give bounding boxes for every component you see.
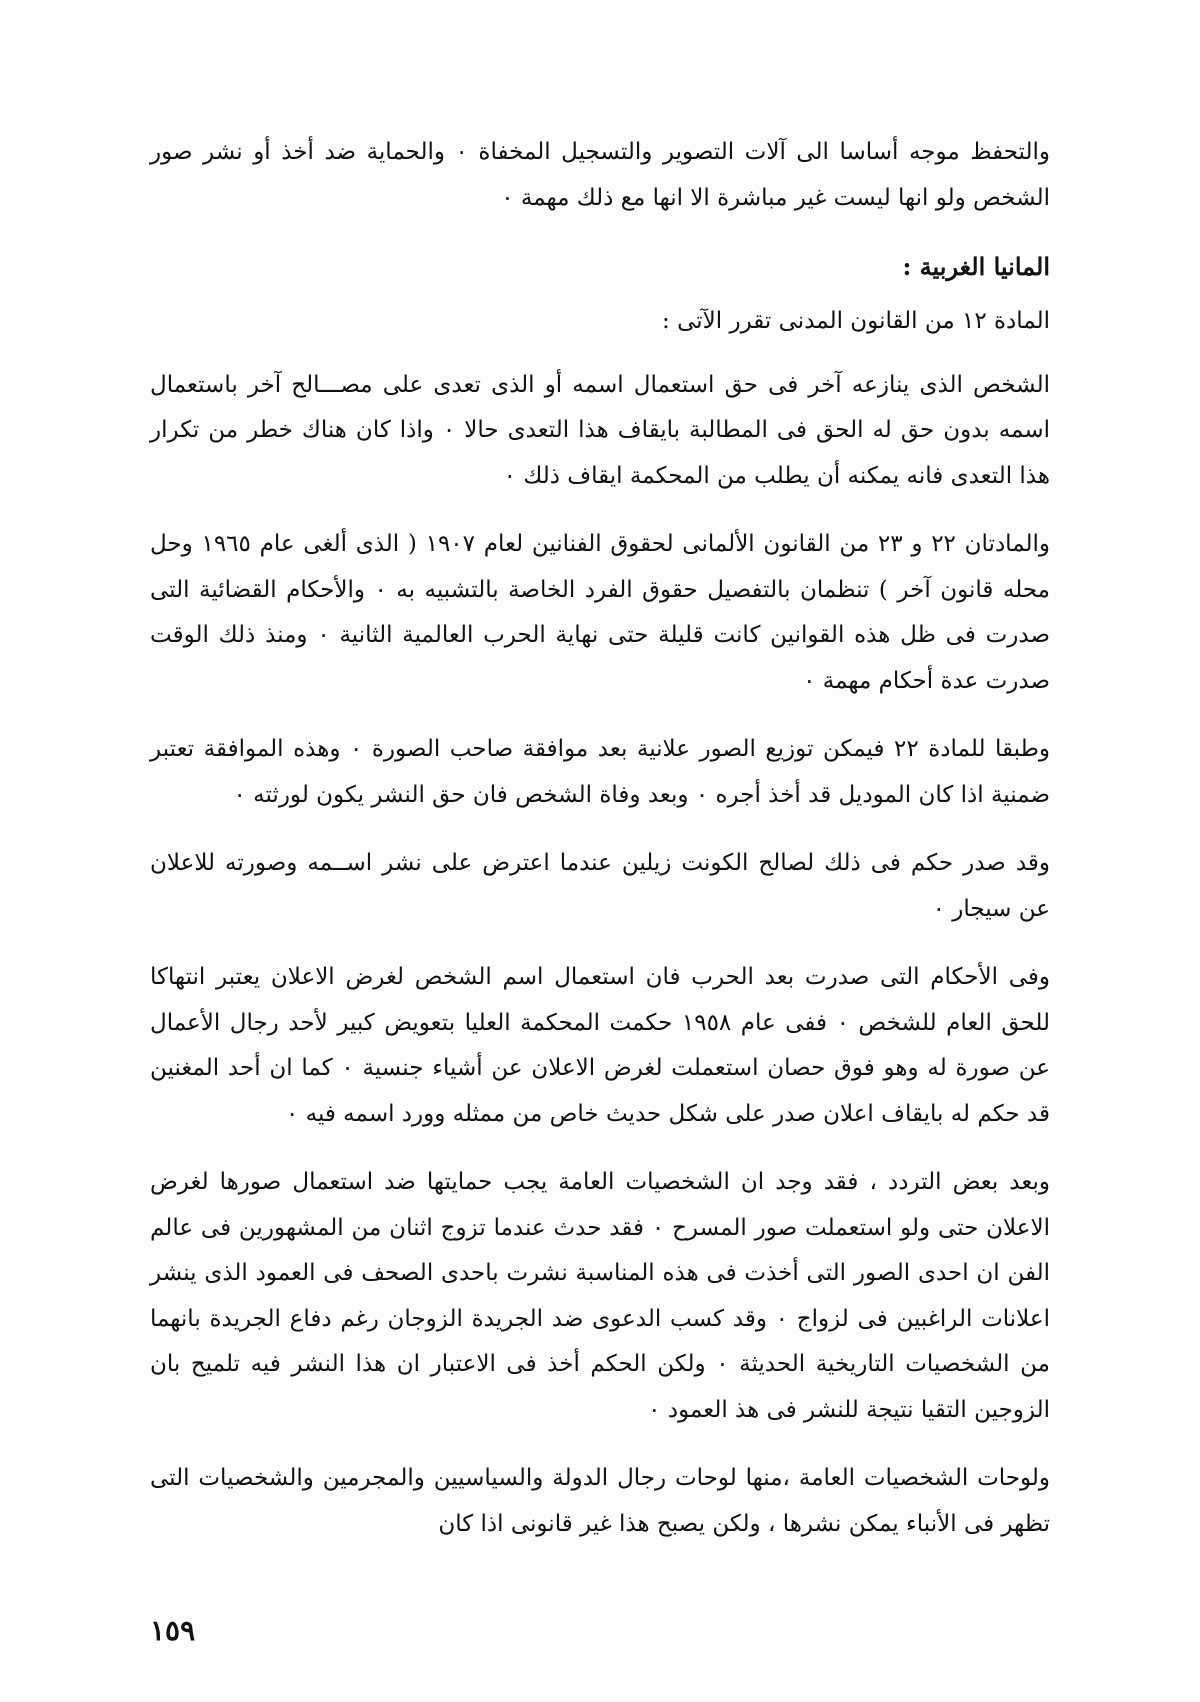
paragraph-name-right: الشخص الذى ينازعه آخر فى حق استعمال اسمه أو الذى تعدى على مصـــالح آخر باستعمال اسمه بدون حق له الحق فى المطالبة بايقاف هذا التعدى حالا ٠ واذا كان هناك خطر من تكرار هذا التعدى فانه يمكنه أن يطلب من المحكمة ايقاف ذلك ٠ (150, 371, 1050, 489)
paragraph-article-22: وطبقا للمادة ٢٢ فيمكن توزيع الصور علانية بعد موافقة صاحب الصورة ٠ وهذه الموافقة تعتبر ضمنية اذا كان الموديل قد أخذ أجره ٠ وبعد وفاة الشخص فان حق النشر يكون لورثته ٠ (150, 736, 1050, 808)
body-text (150, 130, 1050, 1570)
paragraph-postwar-rulings: وفى الأحكام التى صدرت بعد الحرب فان استعمال اسم الشخص لغرض الاعلان يعتبر انتهاكا للحق العام للشخص ٠ ففى عام ١٩٥٨ حكمت المحكمة العليا بتعويض كبير لأحد رجال الأعمال عن صورة له وهو فوق حصان استعملت لغرض الاعلان عن أشياء جنسية ٠ كما ان أحد المغنين قد حكم له بايقاف اعلان صدر على شكل حديث خاص من ممثله وورد اسمه فيه ٠ (150, 964, 1050, 1127)
paragraph-count-case: وقد صدر حكم فى ذلك لصالح الكونت زيلين عندما اعترض على نشر اســمه وصورته للاعلان عن سيجار ٠ (150, 850, 1050, 922)
paragraph-intro: والتحفظ موجه أساسا الى آلات التصوير والتسجيل المخفاة ٠ والحماية ضد أخذ أو نشر صور الشخص ولو انها ليست غير مباشرة الا انها مع ذلك مهمة ٠ (150, 139, 1050, 211)
paragraph-portraits: ولوحات الشخصيات العامة ،منها لوحات رجال الدولة والسياسيين والمجرمين والشخصيات التى تظهر فى الأنباء يمكن نشرها ، ولكن يصبح هذا غير قانونى اذا كان (150, 1465, 1050, 1537)
paragraph-articles-22-23: والمادتان ٢٢ و ٢٣ من القانون الألمانى لحقوق الفنانين لعام ١٩٠٧ ( الذى ألغى عام ١٩٦٥ وحل محله قانون آخر ) تنظمان بالتفصيل حقوق الفرد الخاصة بالتشبيه به ٠ والأحكام القضائية التى صدرت فى ظل هذه القوانين كانت قليلة حتى نهاية الحرب العالمية الثانية ٠ ومنذ ذلك الوقت صدرت عدة أحكام مهمة ٠ (150, 531, 1050, 694)
page-number: ١٥٩ (150, 1614, 196, 1647)
paragraph-public-figures: وبعد بعض التردد ، فقد وجد ان الشخصيات العامة يجب حمايتها ضد استعمال صورها لغرض الاعلان حتى ولو استعملت صور المسرح ٠ فقد حدث عندما تزوج اثنان من المشهورين فى عالم الفن ان احدى الصور التى أخذت فى هذه المناسبة نشرت باحدى الصحف فى العمود الذى ينشر اعلانات الراغبين فى لزواج ٠ وقد كسب الدعوى ضد الجريدة الزوجان رغم دفاع الجريدة بانهما من الشخصيات التاريخية الحديثة ٠ ولكن الحكم أخذ فى الاعتبار ان هذا النشر فيه تلميح بان الزوجين التقيا نتيجة للنشر فى هذ العمود ٠ (150, 1169, 1050, 1423)
section-heading: المانيا الغربية : (902, 252, 1050, 281)
paragraph-article-12: المادة ١٢ من القانون المدنى تقرر الآتى : (662, 308, 1050, 334)
